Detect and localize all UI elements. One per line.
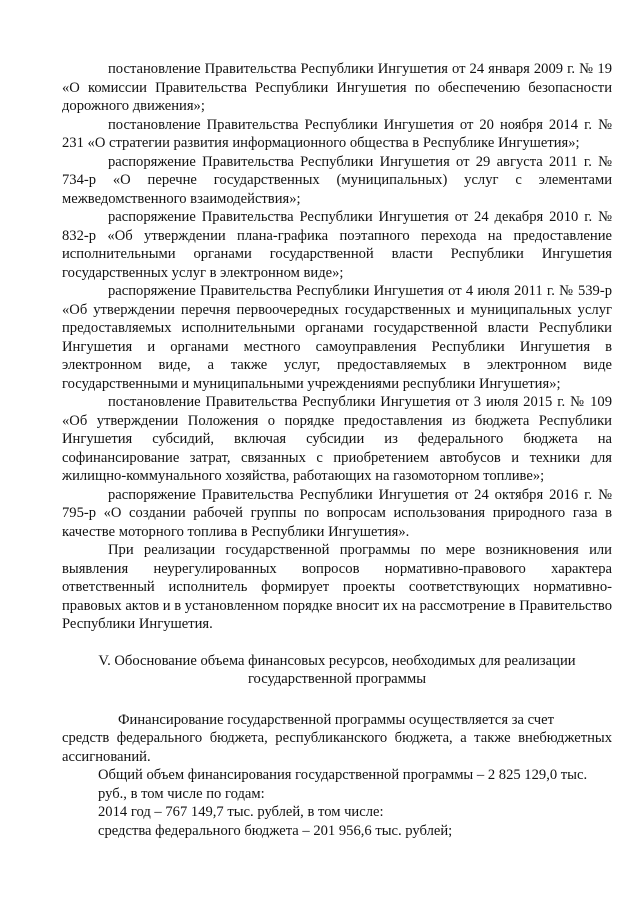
funding-line1a: Финансирование государственной программы осуществляется за счет: [118, 711, 554, 728]
paragraph-decree-2015: постановление Правительства Республики Ингушетия от 3 июля 2015 г. № 109 «Об утверждении Положения о порядке предоставления из бюджета Республики Ингушетия субсидий, включая субсидии из федерального бюджета на софинансирование затрат, связанных с приобретением автобусов и техники для жилищно-коммунального хозяйства, работающих на газомоторном топливе»;: [62, 394, 612, 484]
paragraph-order-2016: распоряжение Правительства Республики Ингушетия от 24 октября 2016 г. № 795-р «О создании рабочей группы по вопросам использования природного газа в качестве моторного топлива в Республики Ингушетия».: [62, 486, 612, 540]
funding-line1b: средств федерального бюджета, республиканского бюджета, а также внебюджетных ассигнований.: [62, 730, 612, 765]
document-page: [62, 60, 612, 840]
paragraph-order-2011-july: распоряжение Правительства Республики Ингушетия от 4 июля 2011 г. № 539-р «Об утверждении перечня первоочередных государственных и муниципальных услуг предоставляемых исполнительными органами государственной власти Республики Ингушетия и органами местного самоуправления Республики Ингушетия в электронном виде, а также услуг, предоставляемых в электронном виде государственными и муниципальными учреждениями республики Ингушетия»;: [62, 283, 612, 392]
funding-line3: 2014 год – 767 149,7 тыс. рублей, в том числе:: [98, 804, 384, 820]
funding-line4: средства федерального бюджета – 201 956,6 тыс. рублей;: [98, 822, 453, 839]
section-heading-line2: государственной программы: [247, 671, 427, 687]
paragraph-order-2010: распоряжение Правительства Республики Ингушетия от 24 декабря 2010 г. № 832-р «Об утверждении плана-графика поэтапного перехода на предоставление исполнительными органами государственной власти Республики Ингушетия государственных услуг в электронном виде»;: [62, 209, 612, 281]
paragraph-implementation: При реализации государственной программы по мере возникновения или выявления неурегулированных вопросов нормативно-правового характера ответственный исполнитель формирует проекты соответствующих нормативно-правовых актов и в установленном порядке вносит их на рассмотрение в Правительство Республики Ингушетия.: [62, 542, 612, 632]
funding-line2a: Общий объем финансирования государственной программы – 2 825 129,0 тыс.: [98, 767, 588, 783]
paragraph-decree-2014: постановление Правительства Республики Ингушетия от 20 ноября 2014 г. № 231 «О стратегии развития информационного общества в Республике Ингушетия»;: [62, 116, 612, 151]
paragraph-order-2011-august: распоряжение Правительства Республики Ингушетия от 29 августа 2011 г. № 734-р «О перечне государственных (муниципальных) услуг с элементами межведомственного взаимодействия»;: [62, 153, 612, 207]
paragraph-decree-2009: постановление Правительства Республики Ингушетия от 24 января 2009 г. № 19 «О комиссии Правительства Республики Ингушетия по обеспечению безопасности дорожного движения»;: [62, 61, 612, 114]
funding-line2b: руб., в том числе по годам:: [98, 785, 265, 802]
section-heading-line1: V. Обоснование объема финансовых ресурсов, необходимых для реализации: [98, 652, 576, 669]
